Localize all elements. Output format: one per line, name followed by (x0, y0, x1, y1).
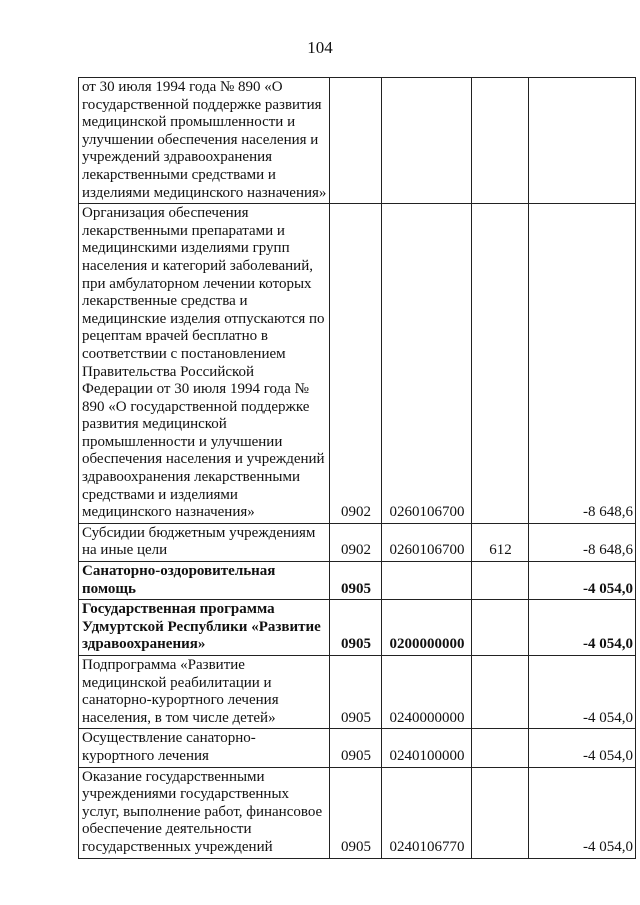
target-article-cell (382, 78, 472, 204)
row-name-cell: Подпрограмма «Развитие медицинской реабилитации и санаторно-курортного лечения населения, в том числе детей» (79, 656, 330, 729)
row-name-cell: Оказание государственными учреждениями государственных услуг, выполнение работ, финансовое обеспечение деятельности государственных учреждений (79, 767, 330, 858)
expense-type-cell (472, 562, 529, 600)
section-code-cell: 0902 (330, 523, 382, 561)
amount-cell: -4 054,0 (529, 562, 636, 600)
section-code-cell: 0905 (330, 767, 382, 858)
amount-cell: -8 648,6 (529, 204, 636, 524)
table-row (79, 562, 636, 600)
row-name-cell: Государственная программа Удмуртской Республики «Развитие здравоохранения» (79, 600, 330, 656)
amount-cell: -4 054,0 (529, 656, 636, 729)
amount-cell (529, 78, 636, 204)
expense-type-cell: 612 (472, 523, 529, 561)
row-name-cell: Субсидии бюджетным учреждениям на иные цели (79, 523, 330, 561)
amount-cell: -4 054,0 (529, 729, 636, 767)
section-code-cell (330, 78, 382, 204)
expense-type-cell (472, 729, 529, 767)
page-number: 104 (307, 38, 333, 57)
table-row (79, 656, 636, 729)
table-row (79, 78, 636, 204)
section-code-cell: 0902 (330, 204, 382, 524)
target-article-cell: 0260106700 (382, 204, 472, 524)
row-name-cell: Осуществление санаторно-курортного лечения (79, 729, 330, 767)
target-article-cell: 0260106700 (382, 523, 472, 561)
section-code-cell: 0905 (330, 656, 382, 729)
expense-type-cell (472, 204, 529, 524)
budget-table-body (79, 78, 636, 859)
amount-cell: -8 648,6 (529, 523, 636, 561)
amount-cell: -4 054,0 (529, 767, 636, 858)
table-row (79, 523, 636, 561)
section-code-cell: 0905 (330, 562, 382, 600)
row-name-cell: Организация обеспечения лекарственными препаратами и медицинскими изделиями групп населения и категорий заболеваний, при амбулаторном лечении которых лекарственные средства и медицинские изделия отпускаются по рецептам врачей бесплатно в соответствии с постановлением Правительства Российской Федерации от 30 июля 1994 года № 890 «О государственной поддержке развития медицинской промышленности и улучшении обеспечения населения и учреждений здравоохранения лекарственными средствами и изделиями медицинского назначения» (79, 204, 330, 524)
expense-type-cell (472, 656, 529, 729)
section-code-cell: 0905 (330, 729, 382, 767)
row-name-cell: Санаторно-оздоровительная помощь (79, 562, 330, 600)
expense-type-cell (472, 600, 529, 656)
section-code-cell: 0905 (330, 600, 382, 656)
expense-type-cell (472, 78, 529, 204)
target-article-cell: 0240106770 (382, 767, 472, 858)
table-row (79, 204, 636, 524)
row-name-cell: от 30 июля 1994 года № 890 «О государственной поддержке развития медицинской промышленности и улучшении обеспечения населения и учреждений здравоохранения лекарственными средствами и изделиями медицинского назначения» (79, 78, 330, 204)
table-row (79, 600, 636, 656)
target-article-cell: 0200000000 (382, 600, 472, 656)
budget-table (78, 77, 636, 859)
amount-cell: -4 054,0 (529, 600, 636, 656)
target-article-cell: 0240100000 (382, 729, 472, 767)
table-row (79, 767, 636, 858)
target-article-cell (382, 562, 472, 600)
target-article-cell: 0240000000 (382, 656, 472, 729)
table-row (79, 729, 636, 767)
expense-type-cell (472, 767, 529, 858)
